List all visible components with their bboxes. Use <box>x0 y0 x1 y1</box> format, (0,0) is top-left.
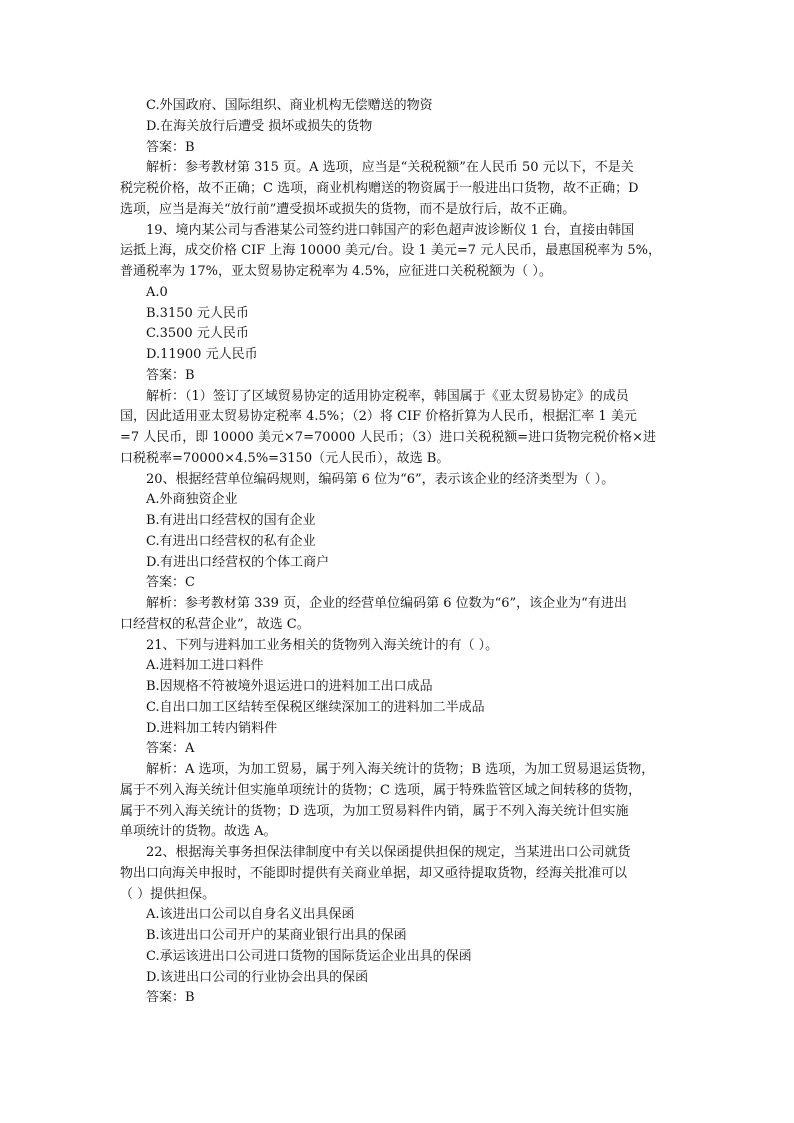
q20-option-b: B.有进出口经营权的国有企业 <box>146 513 316 528</box>
q19-option-b: B.3150 元人民币 <box>146 305 249 321</box>
q19-explanation-line-2: 国，因此适用亚太贸易协定税率 4.5%；（2）将 CIF 价格折算为人民币，根据汇率 1 美元 <box>120 409 637 425</box>
q22-option-d: D.该进出口公司的行业协会出具的保函 <box>146 969 369 985</box>
q21-explanation-line-1: 解析：A 选项，为加工贸易，属于列入海关统计的货物；B 选项，为加工贸易退运货物， <box>146 762 655 777</box>
q19-explanation-line-4: 口税税率=70000×4.5%=3150（元人民币），故选 B。 <box>120 450 450 466</box>
q22-option-c: C.承运该进出口公司进口货物的国际货运企业出具的保函 <box>146 948 472 964</box>
q18-option-d: D.在海关放行后遭受 损坏或损失的货物 <box>146 118 373 134</box>
q21-explanation-line-3: 属于不列入海关统计的货物；D 选项，为加工贸易料件内销，属于不列入海关统计但实施 <box>120 803 629 819</box>
q19-option-d: D.11900 元人民币 <box>146 347 258 362</box>
q22-stem-line-1: 22、根据海关事务担保法律制度中有关以保函提供担保的规定，当某进出口公司就货 <box>146 845 631 860</box>
q22-stem-line-2: 物出口向海关申报时，不能即时提供有关商业单据，却又亟待提取货物，经海关批准可以 <box>120 865 628 881</box>
q21-stem-line-1: 21、下列与进料加工业务相关的货物列入海关统计的有（ ）。 <box>146 637 499 653</box>
q22-option-a: A.该进出口公司以自身名义出具保函 <box>146 907 355 923</box>
q20-option-a: A.外商独资企业 <box>146 492 238 508</box>
q21-option-d: D.进料加工转内销料件 <box>146 720 278 736</box>
q19-answer: 答案：B <box>146 367 195 383</box>
q20-option-d: D.有进出口经营权的个体工商户 <box>146 554 330 570</box>
q19-stem-line-2: 运抵上海，成交价格 CIF 上海 10000 美元/台。设 1 美元=7 元人民币，最惠国税率为 5%， <box>120 243 661 259</box>
q21-option-b: B.因规格不符被境外退运进口的进料加工出口成品 <box>146 679 433 694</box>
q21-explanation-line-2: 属于不列入海关统计但实施单项统计的货物；C 选项，属于特殊监管区域之间转移的货物， <box>120 782 642 798</box>
q21-option-c: C.自出口加工区结转至保税区继续深加工的进料加二半成品 <box>146 699 485 715</box>
q22-answer: 答案：B <box>146 990 195 1006</box>
q18-explanation-line-3: 选项，应当是海关“放行前”遭受损坏或损失的货物，而不是放行后，故不正确。 <box>120 201 576 217</box>
q19-explanation-line-3: =7 人民币，即 10000 美元×7=70000 人民币；（3）进口关税税额=进口货物完税价格×进 <box>120 430 657 445</box>
q20-explanation-line-1: 解析：参考教材第 339 页，企业的经营单位编码第 6 位数为“6”，该企业为“有进出 <box>146 596 627 611</box>
document-body <box>120 96 678 1009</box>
q19-stem-line-3: 普通税率为 17%，亚太贸易协定税率为 4.5%，应征进口关税税额为（ ）。 <box>120 264 552 279</box>
q20-option-c: C.有进出口经营权的私有企业 <box>146 533 316 549</box>
q20-answer: 答案：C <box>146 575 195 591</box>
q20-stem-line-1: 20、根据经营单位编码规则，编码第 6 位为“6”，表示该企业的经济类型为（ ）。 <box>146 471 615 487</box>
q22-option-b: B.该进出口公司开户的某商业银行出具的保函 <box>146 928 407 943</box>
q18-explanation-line-1: 解析：参考教材第 315 页。A 选项，应当是“关税税额”在人民币 50 元以下，不是关 <box>146 160 634 176</box>
q18-answer: 答案：B <box>146 139 195 155</box>
q19-stem-line-1: 19、境内某公司与香港某公司签约进口韩国产的彩色超声波诊断仪 1 台，直接由韩国 <box>146 222 635 238</box>
q21-answer: 答案：A <box>146 741 195 757</box>
q18-explanation-line-2: 税完税价格，故不正确；C 选项，商业机构赠送的物资属于一般进出口货物，故不正确；D <box>120 181 639 196</box>
q19-option-a: A.0 <box>146 284 168 300</box>
q19-explanation-line-1: 解析：（1）签订了区域贸易协定的适用协定税率，韩国属于《亚太贸易协定》的成员 <box>146 388 629 404</box>
q18-option-c: C.外国政府、国际组织、商业机构无偿赠送的物资 <box>146 98 433 113</box>
q19-option-c: C.3500 元人民币 <box>146 326 249 342</box>
q20-explanation-line-2: 口经营权的私营企业”，故选 C。 <box>120 616 310 632</box>
q21-explanation-line-4: 单项统计的货物。故选 A。 <box>120 824 277 840</box>
q21-option-a: A.进料加工进口料件 <box>146 658 264 674</box>
q22-stem-line-3: （ ）提供担保。 <box>120 886 216 902</box>
